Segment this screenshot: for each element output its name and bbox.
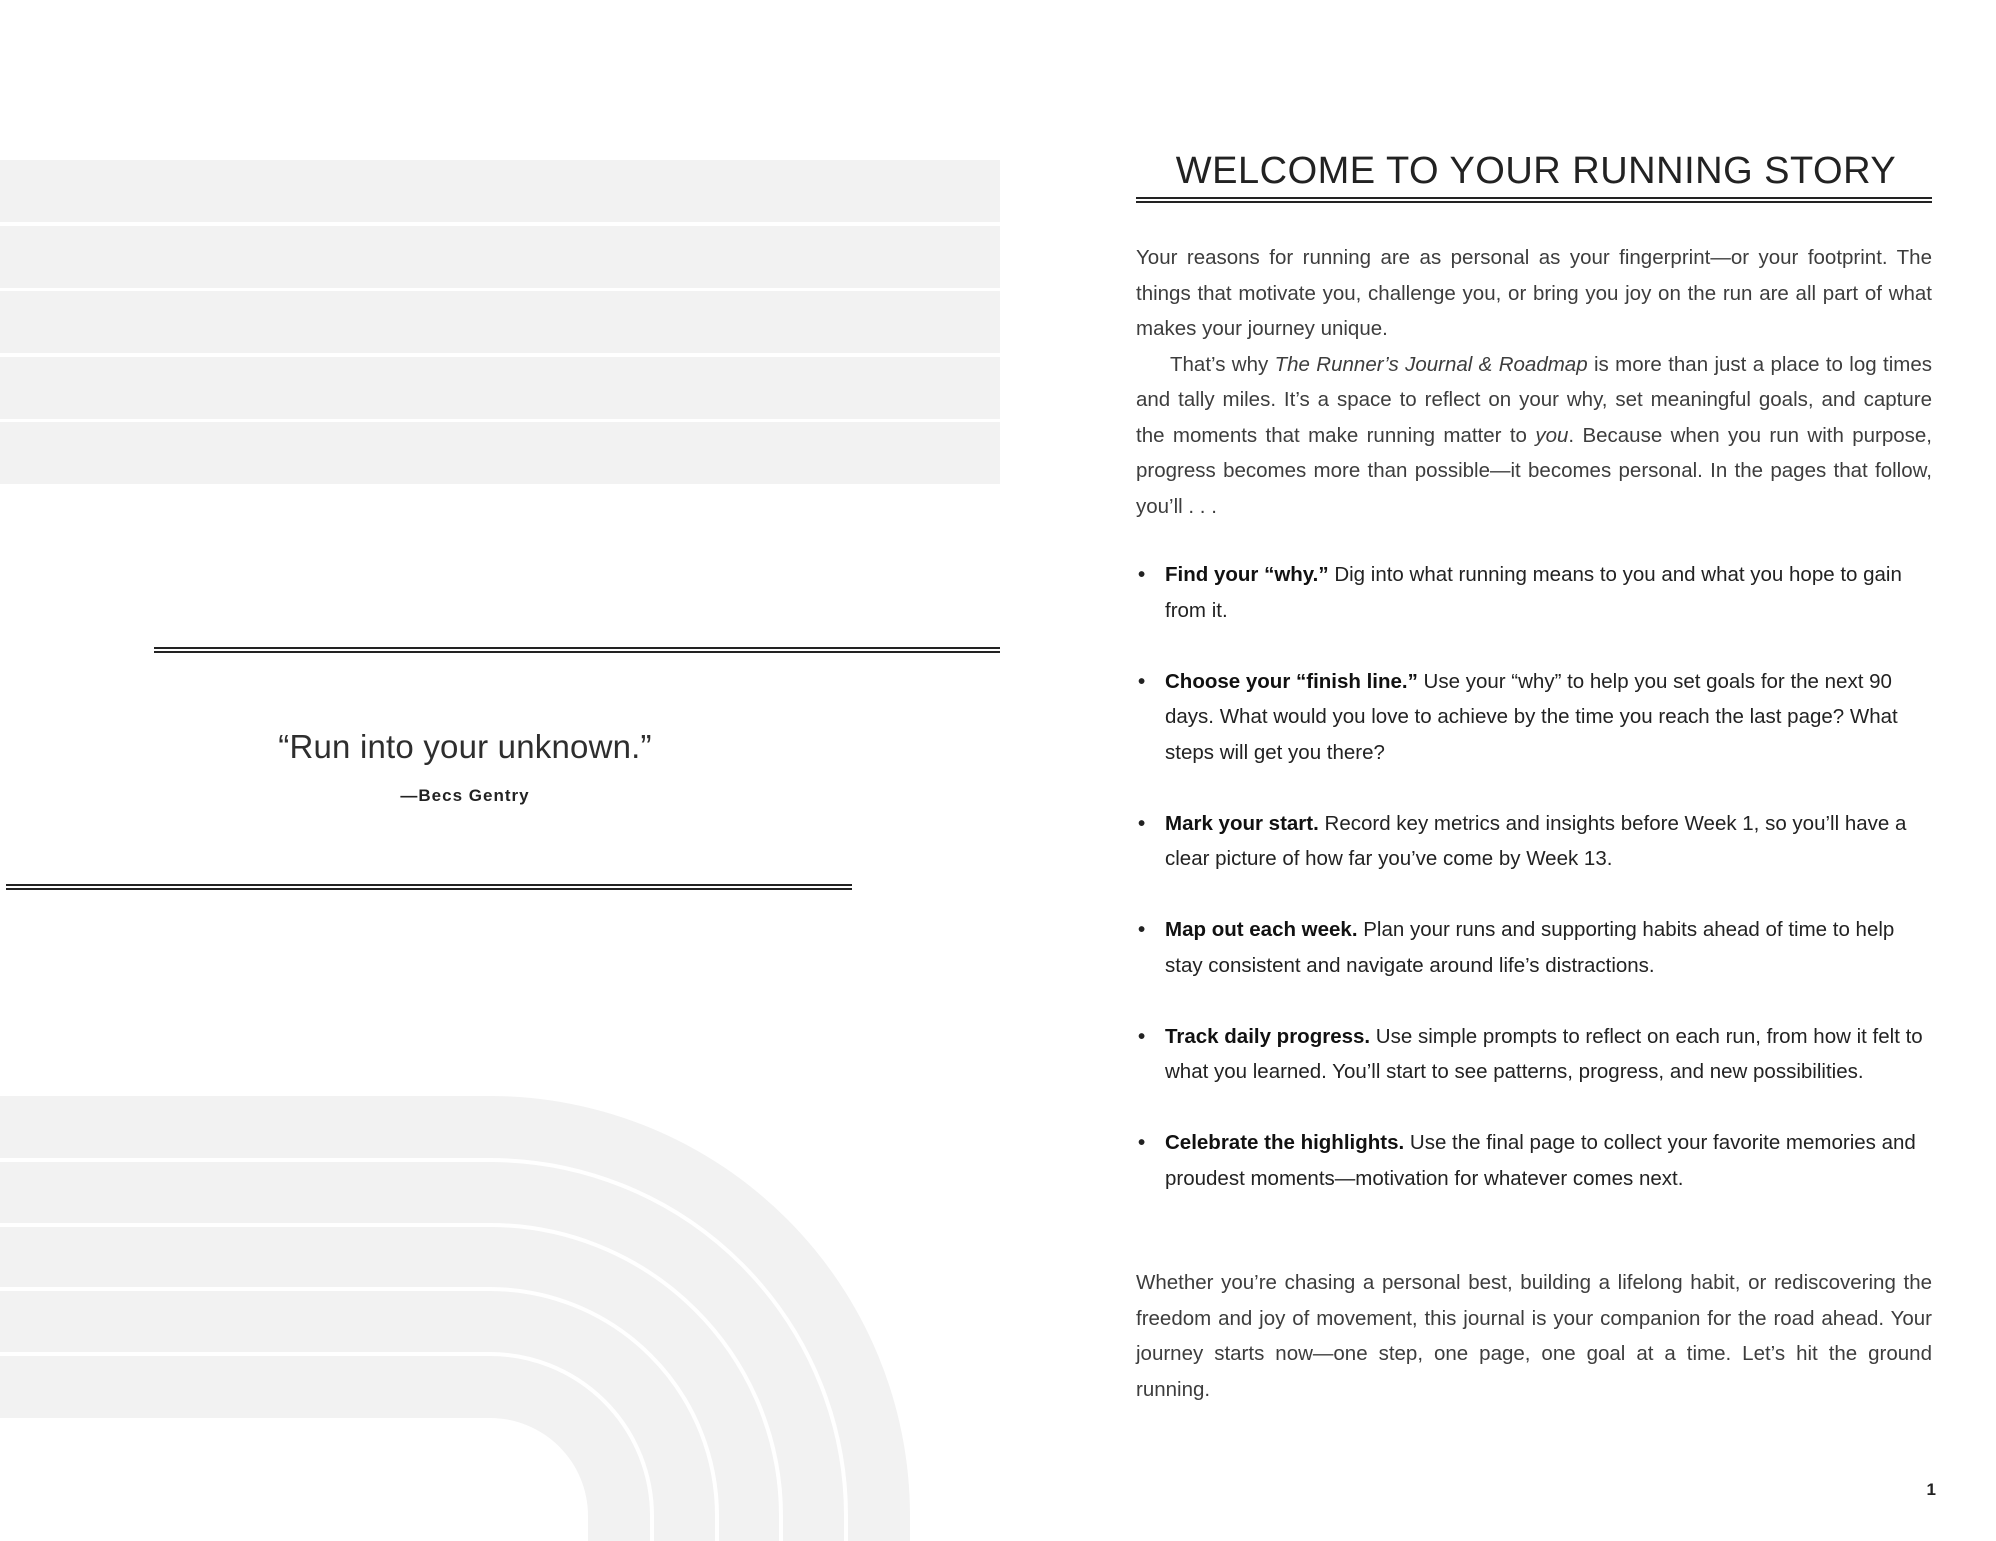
track-lane-4 (0, 357, 1000, 419)
quote-block (180, 728, 750, 806)
list-item-text: Plan your runs and supporting habits ahead of time to help stay consistent and navigate around life’s distractions. (1165, 918, 1895, 977)
list-item-text: Dig into what running means to you and what you hope to gain from it. (1165, 563, 1902, 622)
list-item-lead: Track daily progress. (1165, 1024, 1371, 1048)
bullet-icon: • (1138, 563, 1146, 586)
bullet-icon: • (1138, 1024, 1146, 1048)
closing-paragraph: Whether you’re chasing a personal best, building a lifelong habit, or rediscovering the freedom and joy of movement, this journal is your companion for the road ahead. Your journey starts now—one step, one page, one goal at a time. Let’s hit the ground running. (1136, 1271, 1932, 1401)
list-item-lead: Choose your “finish line.” (1165, 669, 1418, 693)
quote-rule-bottom (6, 884, 852, 890)
bullet-icon: • (1138, 918, 1146, 941)
intro-text (1136, 240, 1932, 524)
track-lane-1 (0, 160, 1000, 222)
right-page (1136, 0, 1936, 1541)
running-track-curve (0, 1096, 1000, 1541)
list-item-lead: Celebrate the highlights. (1165, 1131, 1405, 1154)
bullet-icon: • (1138, 811, 1146, 835)
intro-p2-part2: is more than just a place to log times and tally miles. It’s a space to reflect on your why, set meaningful goals, and capture the moments that make running matter to (1136, 352, 1932, 447)
feature-list (1136, 557, 1936, 1232)
intro-p2-part3: . Because when you run with purpose, progress becomes more than possible—it becomes personal. In the pages that follow, you’ll . . . (1136, 423, 1932, 518)
intro-paragraph-2 (1136, 347, 1932, 525)
list-item (1136, 806, 1936, 877)
list-item-lead: Mark your start. (1165, 811, 1319, 835)
page-title: WELCOME TO YOUR RUNNING STORY (1175, 150, 1897, 193)
track-curve-band (0, 1096, 910, 1541)
list-item (1136, 1125, 1936, 1196)
track-lane-5 (0, 422, 1000, 484)
list-item (1136, 912, 1936, 983)
title-rule (1136, 197, 1932, 203)
book-title: The Runner’s Journal & Roadmap (1274, 352, 1588, 376)
quote-rule-top (154, 647, 1000, 653)
list-item-text: Use simple prompts to reflect on each run, from how it felt to what you learned. You’ll start to see patterns, progress, and new possibilities. (1165, 1024, 1923, 1083)
list-item (1136, 664, 1936, 771)
list-item (1136, 557, 1936, 628)
bullet-icon: • (1138, 1131, 1146, 1154)
emphasis-you: you (1535, 423, 1569, 447)
page-number: 1 (1926, 1480, 1936, 1499)
track-lane-3 (0, 291, 1000, 353)
list-item-text: Record key metrics and insights before Week 1, so you’ll have a clear picture of how far you’ve come by Week 13. (1165, 811, 1907, 870)
list-item-lead: Map out each week. (1165, 918, 1358, 941)
running-track-lanes-top (0, 160, 1000, 484)
quote-author: —Becs Gentry (400, 786, 530, 805)
bullet-icon: • (1138, 669, 1146, 693)
list-item-lead: Find your “why.” (1165, 563, 1329, 586)
quote-text: “Run into your unknown.” (278, 728, 652, 765)
list-item-text: Use the final page to collect your favorite memories and proudest moments—motivation for whatever comes next. (1165, 1131, 1916, 1190)
list-item-text: Use your “why” to help you set goals for the next 90 days. What would you love to achieve by the time you reach the last page? What steps will get you there? (1165, 669, 1898, 764)
intro-p2-part1: That’s why (1170, 352, 1275, 376)
track-lane-2 (0, 226, 1000, 288)
list-item (1136, 1019, 1936, 1090)
intro-paragraph-1: Your reasons for running are as personal as your fingerprint—or your footprint. The things that motivate you, challenge you, or bring you joy on the run are all part of what makes your journey unique. (1136, 246, 1932, 340)
